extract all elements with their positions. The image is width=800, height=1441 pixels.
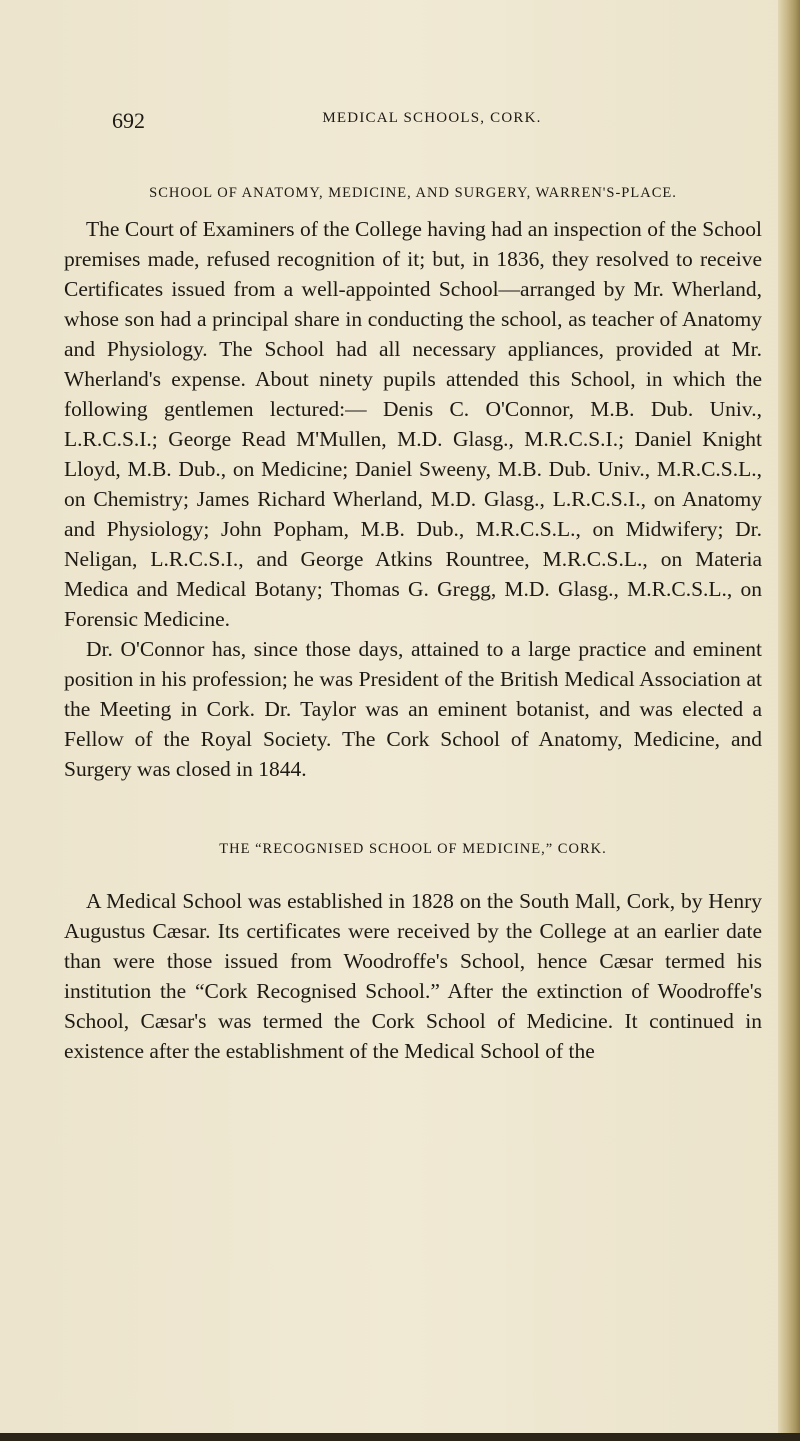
paragraph: Dr. O'Connor has, since those days, attained to a large practice and eminent position in his profession; he was President of the British Medical Association at the Meeting in Cork. Dr. Taylor was an eminent botanist, and was elected a Fellow of the Royal Society. The Cork School of Anatomy, Medicine, and Surgery was closed in 1844.: [64, 637, 762, 781]
page-header: [112, 108, 752, 138]
running-head: MEDICAL SCHOOLS, CORK.: [322, 110, 542, 126]
paragraph: The Court of Examiners of the College having had an inspection of the School premises made, refused recognition of it; but, in 1836, they resolved to receive Certificates issued from a well-appointed School—arranged by Mr. Wherland, whose son had a principal share in conducting the school, as teacher of Anatomy and Physiology. The School had all necessary appliances, provided at Mr. Wherland's expense. About ninety pupils attended this School, in which the following gentlemen lectured:— Denis C. O'Connor, M.B. Dub. Univ., L.R.C.S.I.; George Read M'Mullen, M.D. Glasg., M.R.C.S.I.; Daniel Knight Lloyd, M.B. Dub., on Medicine; Daniel Sweeny, M.B. Dub. Univ., M.R.C.S.L., on Chemistry; James Richard Wherland, M.D. Glasg., L.R.C.S.I., on Anatomy and Physiology; John Popham, M.B. Dub., M.R.C.S.L., on Midwifery; Dr. Neligan, L.R.C.S.I., and George Atkins Rountree, M.R.C.S.L., on Materia Medica and Medical Botany; Thomas G. Gregg, M.D. Glasg., M.R.C.S.L., on Forensic Medicine.: [64, 217, 762, 631]
section-title-warrens-place: SCHOOL OF ANATOMY, MEDICINE, AND SURGERY, WARREN'S-PLACE.: [149, 185, 677, 201]
bottom-edge: [0, 1433, 800, 1441]
section-title-recognised-school: THE “RECOGNISED SCHOOL OF MEDICINE,” CORK.: [219, 841, 607, 857]
page-number: 692: [112, 108, 145, 133]
body-text: [64, 178, 762, 1066]
page-edge-shadow: [778, 0, 800, 1441]
paragraph: A Medical School was established in 1828 on the South Mall, Cork, by Henry Augustus Cæsar. Its certificates were received by the College at an earlier date than were those issued from Woodroffe's School, hence Cæsar termed his institution the “Cork Recognised School.” After the extinction of Woodroffe's School, Cæsar's was termed the Cork School of Medicine. It continued in existence after the establishment of the Medical School of the: [64, 889, 762, 1063]
